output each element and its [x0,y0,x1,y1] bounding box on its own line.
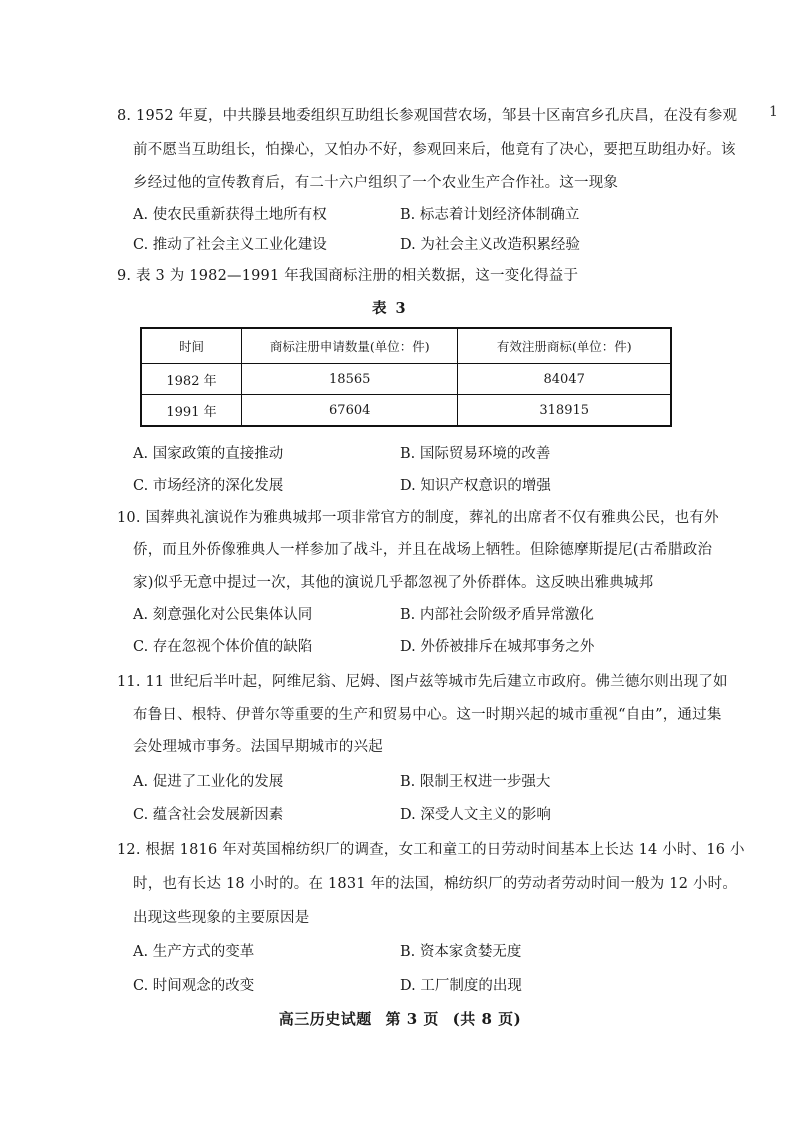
option-c[interactable]: C. 推动了社会主义工业化建设 [133,237,327,253]
option-a[interactable]: A. 刻意强化对公民集体认同 [133,607,313,623]
option-c[interactable]: C. 市场经济的深化发展 [133,478,284,494]
question-text-line: 会处理城市事务。法国早期城市的兴起 [133,739,383,755]
option-d[interactable]: D. 为社会主义改造积累经验 [400,237,580,253]
question-text-line: 12. 根据 1816 年对英国棉纺织厂的调查，女工和童工的日劳动时间基本上长达 14 小时、16 小 [117,842,745,858]
page-total: (共 8 页) [452,1010,522,1028]
table-cell: 18565 [242,364,458,395]
question-text-line: 11. 11 世纪后半叶起，阿维尼翁、尼姆、图卢兹等城市先后建立市政府。佛兰德尔则出现了如 [117,674,728,690]
corner-mark: 1 [769,104,778,120]
option-d[interactable]: D. 外侨被排斥在城邦事务之外 [400,639,595,655]
page-number: 第 3 页 [385,1010,439,1028]
table-caption: 表 3 [372,300,408,317]
option-c[interactable]: C. 存在忽视个体价值的缺陷 [133,639,313,655]
option-d[interactable]: D. 工厂制度的出现 [400,978,522,994]
table-cell: 67604 [242,395,458,427]
option-c[interactable]: C. 蕴含社会发展新因素 [133,807,284,823]
question-text-line: 时，也有长达 18 小时的。在 1831 年的法国，棉纺织厂的劳动者劳动时间一般为 12 小时。 [133,876,738,892]
question-text-line: 乡经过他的宣传教育后，有二十六户组织了一个农业生产合作社。这一现象 [133,175,619,191]
table-cell: 1982 年 [141,364,242,395]
question-text-line: 侨，而且外侨像雅典人一样参加了战斗，并且在战场上牺牲。但除德摩斯提尼(古希腊政治 [133,542,713,558]
option-b[interactable]: B. 资本家贪婪无度 [400,944,522,960]
option-a[interactable]: A. 国家政策的直接推动 [133,446,284,462]
option-a[interactable]: A. 使农民重新获得土地所有权 [133,207,327,223]
question-text-line: 10. 国葬典礼演说作为雅典城邦一项非常官方的制度，葬礼的出席者不仅有雅典公民，也有外 [117,510,719,526]
option-d[interactable]: D. 知识产权意识的增强 [400,478,551,494]
table-header-cell: 有效注册商标(单位：件) [458,328,671,364]
table-header-cell: 商标注册申请数量(单位：件) [242,328,458,364]
table-row [141,395,671,427]
question-text-line: 前不愿当互助组长，怕操心，又怕办不好，参观回来后，他竟有了决心，要把互助组办好。该 [133,142,736,158]
option-a[interactable]: A. 生产方式的变革 [133,944,255,960]
table-header-cell: 时间 [141,328,242,364]
table-cell: 318915 [458,395,671,427]
table-cell: 1991 年 [141,395,242,427]
option-a[interactable]: A. 促进了工业化的发展 [133,774,284,790]
question-text-line: 8. 1952 年夏，中共滕县地委组织互助组长参观国营农场，邹县十区南宫乡孔庆昌，在没有参观 [117,108,738,124]
table-row [141,364,671,395]
question-text-line: 9. 表 3 为 1982—1991 年我国商标注册的相关数据，这一变化得益于 [117,268,579,284]
option-b[interactable]: B. 内部社会阶级矛盾异常激化 [400,607,594,623]
question-text-line: 出现这些现象的主要原因是 [133,910,310,926]
table-cell: 84047 [458,364,671,395]
option-d[interactable]: D. 深受人文主义的影响 [400,807,551,823]
option-c[interactable]: C. 时间观念的改变 [133,978,255,994]
table-header-row [141,328,671,364]
exam-title: 高三历史试题 [278,1010,372,1028]
option-b[interactable]: B. 标志着计划经济体制确立 [400,207,580,223]
trademark-table [140,327,672,427]
question-text-line: 家)似乎无意中提过一次，其他的演说几乎都忽视了外侨群体。这反映出雅典城邦 [133,575,654,591]
question-text-line: 布鲁日、根特、伊普尔等重要的生产和贸易中心。这一时期兴起的城市重视“自由”，通过集 [133,707,722,723]
page-footer [0,1008,800,1029]
option-b[interactable]: B. 限制王权进一步强大 [400,774,551,790]
option-b[interactable]: B. 国际贸易环境的改善 [400,446,551,462]
